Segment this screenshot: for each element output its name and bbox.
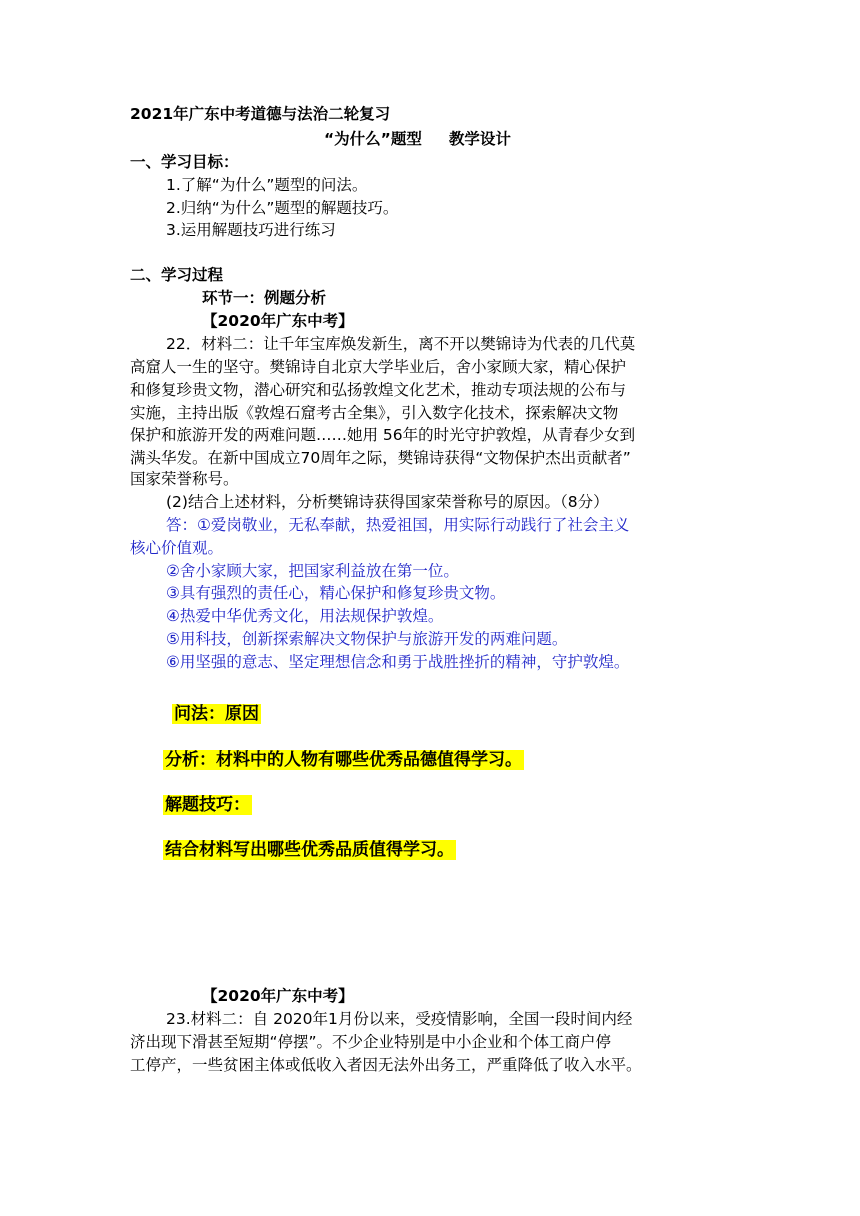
goal-item: 1.了解“为什么”题型的问法。 bbox=[166, 176, 368, 194]
q22-text: 实施，主持出版《敦煌石窟考古全集》，引入数字化技术，探索解决文物 bbox=[130, 404, 619, 422]
answer-line: 答：①爱岗敬业，无私奉献，热爱祖国，用实际行动践行了社会主义 bbox=[166, 516, 630, 534]
step-heading: 环节一：例题分析 bbox=[202, 289, 327, 307]
highlight-analysis-text: 分析：材料中的人物有哪些优秀品德值得学习。 bbox=[165, 750, 522, 770]
q23-text: 工停产，一些贫困主体或低收入者因无法外出务工，严重降低了收入水平。 bbox=[130, 1056, 642, 1074]
q22-text: 满头华发。在新中国成立70周年之际，樊锦诗获得“文物保护杰出贡献者” bbox=[130, 449, 631, 467]
highlight-tips-text: 结合材料写出哪些优秀品质值得学习。 bbox=[165, 840, 454, 860]
section-heading-process: 二、学习过程 bbox=[130, 266, 224, 284]
exam-tag: 【2020年广东中考】 bbox=[202, 987, 354, 1005]
q22-text: 和修复珍贵文物，潜心研究和弘扬敦煌文化艺术，推动专项法规的公布与 bbox=[130, 381, 627, 399]
highlight-tips-label bbox=[163, 793, 252, 817]
q22-text: 22．材料二：让千年宝库焕发新生，离不开以樊锦诗为代表的几代莫 bbox=[166, 335, 636, 353]
answer-line: ③具有强烈的责任心，精心保护和修复珍贵文物。 bbox=[166, 584, 506, 602]
answer-line: ④热爱中华优秀文化，用法规保护敦煌。 bbox=[166, 607, 444, 625]
q23-text: 济出现下滑甚至短期“停摆”。不少企业特别是中小企业和个体工商户停 bbox=[130, 1033, 612, 1051]
highlight-tips-label-text: 解题技巧： bbox=[165, 795, 250, 815]
answer-line: 核心价值观。 bbox=[130, 539, 224, 557]
answer-line: ②舍小家顾大家，把国家利益放在第一位。 bbox=[166, 562, 459, 580]
highlight-tips bbox=[163, 838, 456, 862]
answer-line: ⑥用坚强的意志、坚定理想信念和勇于战胜挫折的精神，守护敦煌。 bbox=[166, 653, 630, 671]
q22-text: 国家荣誉称号。 bbox=[130, 470, 239, 488]
section-heading-goals: 一、学习目标： bbox=[130, 153, 239, 171]
doc-title: 2021年广东中考道德与法治二轮复习 bbox=[130, 105, 391, 123]
highlight-asking bbox=[172, 702, 261, 726]
q22-text: 高窟人一生的坚守。樊锦诗自北京大学毕业后，舍小家顾大家，精心保护 bbox=[130, 358, 627, 376]
highlight-asking-text: 问法：原因 bbox=[174, 704, 259, 724]
answer-line: ⑤用科技，创新探索解决文物保护与旅游开发的两难问题。 bbox=[166, 630, 568, 648]
q22-text: 保护和旅游开发的两难问题……她用 56年的时光守护敦煌，从青春少女到 bbox=[130, 426, 636, 444]
q22-question: (2)结合上述材料，分析樊锦诗获得国家荣誉称号的原因。（8分） bbox=[166, 493, 609, 511]
q23-text: 23.材料二：自 2020年1月份以来，受疫情影响，全国一段时间内经 bbox=[166, 1010, 633, 1028]
exam-tag: 【2020年广东中考】 bbox=[202, 312, 354, 330]
doc-subtitle: “为什么”题型 教学设计 bbox=[324, 130, 511, 148]
highlight-analysis bbox=[163, 748, 524, 772]
goal-item: 3.运用解题技巧进行练习 bbox=[166, 221, 336, 239]
goal-item: 2.归纳“为什么”题型的解题技巧。 bbox=[166, 199, 399, 217]
